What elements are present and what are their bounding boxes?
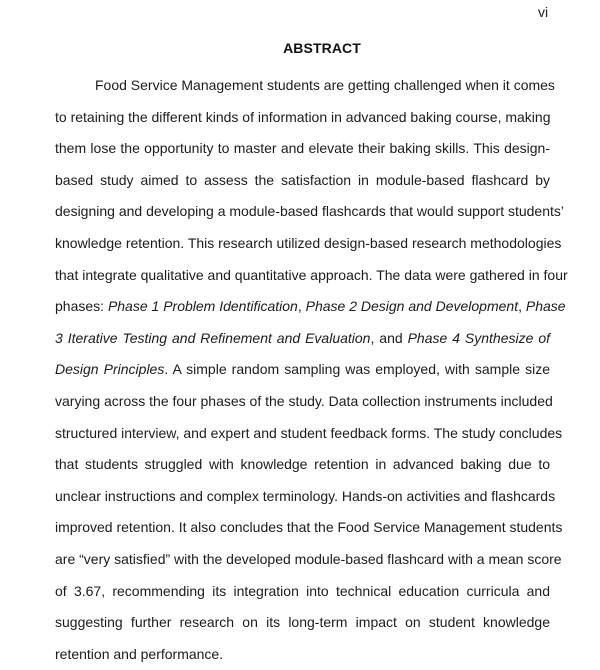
abstract-line [55,354,550,386]
italic-text: Phase 1 Problem Identification [107,298,298,315]
abstract-line [55,102,550,134]
text-segment: retention and performance. [55,645,224,662]
italic-text: Phase [525,298,566,315]
italic-text: Phase 2 Design and Development [305,298,519,315]
abstract-line [55,260,568,292]
text-segment: . A simple random sampling was employed, with sample size [164,361,550,378]
text-segment: of 3.67, recommending its integration into technical education curricula and [55,582,550,599]
abstract-line [55,386,553,418]
abstract-line [55,512,563,544]
abstract-line [55,70,555,102]
text-segment: , [518,298,526,315]
text-segment: Food Service Management students are getting challenged when it comes [95,77,555,93]
page-number: vi [538,4,549,20]
text-segment: structured interview, and expert and student feedback forms. The study concludes [55,424,563,441]
italic-text: Phase 4 Synthesize of [407,329,550,346]
abstract-line [55,133,550,165]
text-segment: are “very satisfied” with the developed module-based flashcard with a mean score [55,550,562,567]
text-segment: , [297,298,306,315]
text-segment: suggesting further research on its long-term impact on student knowledge [55,614,550,631]
abstract-line [55,544,562,576]
abstract-line [55,165,550,197]
text-segment: that students struggled with knowledge retention in advanced baking due to [55,456,550,473]
text-segment: designing and developing a module-based flashcards that would support students’ [55,203,565,220]
text-segment: to retaining the different kinds of information in advanced baking course, making [55,108,551,125]
text-segment: , and [370,329,408,346]
abstract-line [55,607,550,639]
abstract-line [55,196,565,228]
abstract-body [55,70,568,670]
abstract-line [55,639,550,670]
abstract-line [55,323,550,355]
text-segment: knowledge retention. This research utilized design-based research methodologies [55,234,562,251]
text-segment: that integrate qualitative and quantitative approach. The data were gathered in four [55,266,568,283]
text-segment: based study aimed to assess the satisfaction in module-based flashcard by [55,171,550,188]
text-segment: them lose the opportunity to master and elevate their baking skills. This design- [55,140,550,157]
text-segment: phases: [55,298,108,315]
text-segment: unclear instructions and complex terminology. Hands-on activities and flashcards [55,487,556,504]
abstract-title: ABSTRACT [283,40,361,56]
abstract-line [55,228,562,260]
abstract-line [55,576,550,608]
abstract-line [55,291,566,323]
italic-text: 3 Iterative Testing and Refinement and Evaluation [55,329,371,346]
abstract-line [55,481,556,513]
abstract-line [55,449,550,481]
text-segment: improved retention. It also concludes that the Food Service Management students [55,519,563,536]
abstract-line [55,418,563,450]
text-segment: varying across the four phases of the study. Data collection instruments included [55,392,553,409]
italic-text: Design Principles [55,361,165,378]
